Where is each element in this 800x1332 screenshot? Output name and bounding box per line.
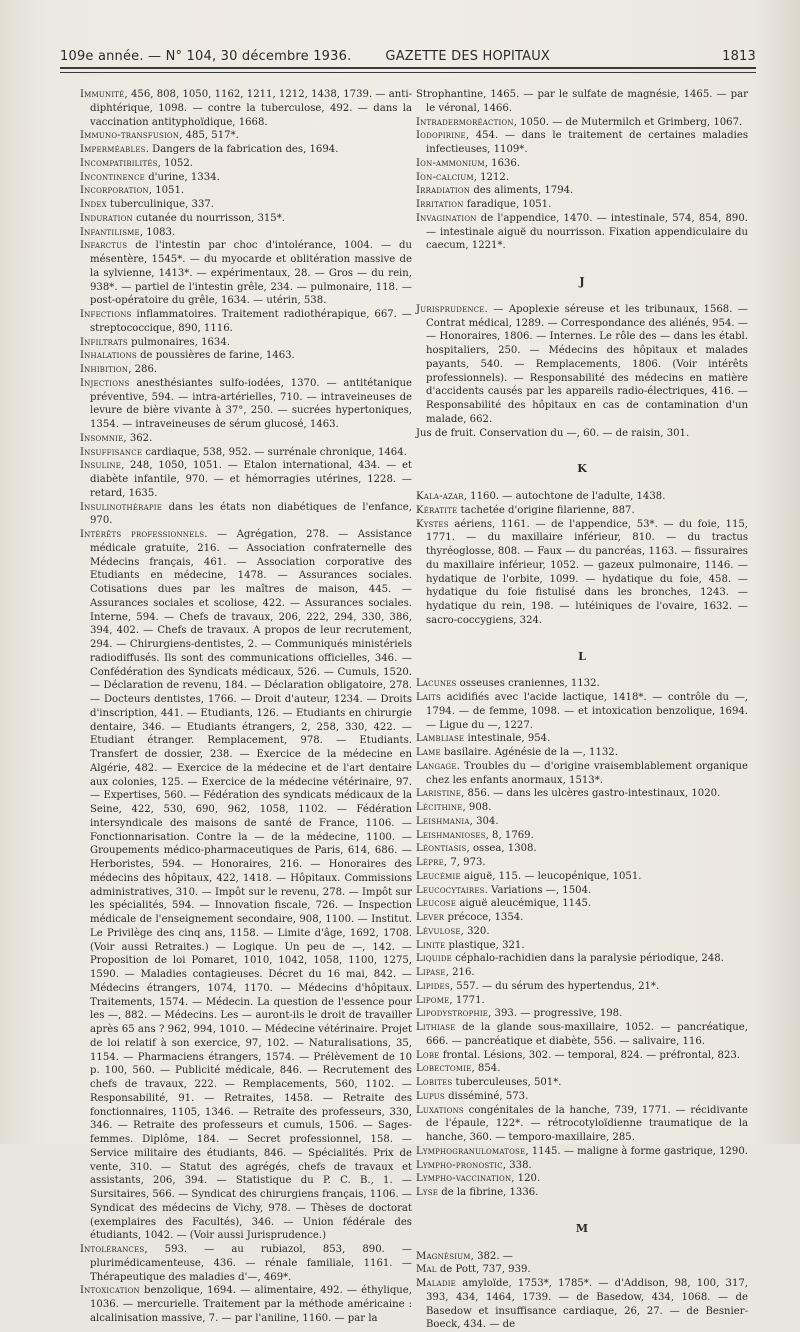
index-entry bbox=[80, 129, 412, 143]
index-entry-term: Inhalations bbox=[80, 350, 137, 362]
index-entry-refs: tuberculinique, 337. bbox=[106, 199, 215, 210]
index-entry bbox=[80, 226, 412, 240]
index-entry-term: Lipase bbox=[416, 967, 446, 978]
index-entry-term: Lymphogranulomatose bbox=[416, 1145, 526, 1157]
index-entry-term: Lécithine bbox=[416, 802, 463, 813]
index-entry bbox=[80, 1284, 412, 1325]
index-entry bbox=[80, 239, 412, 308]
index-entry-term: Inhibition bbox=[80, 364, 129, 375]
index-entry-refs: , 1083. bbox=[139, 226, 176, 238]
index-entry bbox=[416, 677, 748, 691]
index-entry bbox=[416, 787, 748, 801]
index-entry bbox=[416, 518, 748, 628]
index-entry-term: Liquide bbox=[416, 953, 452, 965]
index-entry-term: Infarctus bbox=[80, 240, 128, 252]
index-entry-term: Laits bbox=[416, 692, 441, 703]
index-entry-refs: acidifiés avec l'acide lactique, 1418*. — contrôle du —, 1794. — de femme, 1098. — et intoxication benzolique, 1694. — Ligue du —, 1227. bbox=[426, 692, 748, 731]
index-entry-term: Irradiation bbox=[416, 185, 471, 197]
index-entry-term: Leishmania bbox=[416, 815, 470, 827]
index-entry bbox=[416, 1104, 748, 1145]
index-entry-refs: , 1052. bbox=[157, 157, 193, 169]
index-entry-term: Ion-ammonium bbox=[416, 157, 485, 169]
index-entry-term: Lipome bbox=[416, 994, 450, 1006]
index-entry-term: Mal bbox=[416, 1264, 437, 1276]
index-entry-term: Lacunes bbox=[416, 678, 457, 690]
section-letter: J bbox=[579, 275, 585, 288]
index-entry-refs: cardiaque, 538, 952. — surrénale chronique, 1464. bbox=[142, 446, 407, 458]
index-entry bbox=[416, 1145, 748, 1159]
index-entry bbox=[416, 1007, 748, 1021]
index-entry-term: Injections bbox=[80, 377, 130, 389]
index-entry-refs: frontal. Lésions, 302. — temporal, 824. — préfrontal, 823. bbox=[439, 1049, 741, 1061]
index-entry bbox=[80, 501, 412, 529]
index-entry bbox=[416, 911, 748, 925]
index-entry-term: Infections bbox=[80, 309, 132, 320]
index-entry-term: Laristine bbox=[416, 788, 462, 800]
index-entry-term: Index bbox=[80, 199, 107, 210]
section-letter: L bbox=[578, 649, 586, 663]
header-rule-thin bbox=[60, 72, 756, 73]
index-entry-term: Lyse bbox=[416, 1187, 439, 1198]
index-entry-refs: , 908. bbox=[462, 802, 492, 813]
index-entry-refs: , 1050. — de Mutermilch et Grimberg, 1067. bbox=[513, 116, 743, 128]
index-entry bbox=[80, 377, 412, 432]
index-entry bbox=[80, 184, 412, 198]
index-entry-refs: de l'appendice, 1470. — intestinale, 574, 854, 890. — intestinale aiguë du nourrisson. Fixation appendiculaire du caecum, 1221*. bbox=[426, 212, 748, 252]
index-entry-refs: , 393. — progressive, 198. bbox=[488, 1008, 623, 1020]
index-entry-term: Lupus bbox=[416, 1090, 445, 1102]
index-entry-refs: de Pott, 737, 939. bbox=[436, 1264, 531, 1276]
index-entry-term: Lithiase bbox=[416, 1022, 456, 1033]
index-entry-refs: . Troubles du — d'origine vraisemblablement organique chez les enfants anormaux, 1513*. bbox=[426, 760, 748, 786]
index-entry-refs: tachetée d'origine filarienne, 887. bbox=[457, 504, 635, 516]
index-entry bbox=[80, 88, 412, 129]
index-entry-term: Intérêts professionnels bbox=[80, 529, 205, 540]
index-entry-term: Léontiasis bbox=[416, 843, 467, 855]
index-entry-term: Leishmanioses bbox=[416, 829, 486, 841]
header-rule-thick bbox=[60, 67, 756, 69]
index-entry-term: Ion-calcium bbox=[416, 171, 474, 183]
index-entry-refs: basilaire. Agénésie de la —, 1132. bbox=[440, 747, 618, 758]
index-entry bbox=[80, 1243, 412, 1284]
index-entry bbox=[416, 1090, 748, 1104]
index-entry-refs: plastique, 321. bbox=[445, 939, 525, 951]
index-entry-refs: de l'intestin par choc d'intolérance, 1004. — du mésentère, 1545*. — du myocarde et oblitération massive de la sylvienne, 1413*. — expérimentaux, 28. — Gros — du rein, 938*. — partiel de l'intestin grêle, 234. — pulmonaire, 118. — post-opératoire du grêle, 1634. — utérin, 538. bbox=[90, 240, 412, 307]
index-entry-term: Kératite bbox=[416, 504, 458, 516]
index-entry bbox=[416, 925, 748, 939]
index-entry-term: Lobites bbox=[416, 1077, 453, 1088]
index-entry-term: Lame bbox=[416, 747, 441, 758]
index-entry-term: Lèpre bbox=[416, 857, 444, 868]
index-entry bbox=[416, 1263, 748, 1277]
index-entry bbox=[416, 980, 748, 994]
index-entry-term: Lambliase bbox=[416, 733, 465, 745]
index-entry-refs: , 286. bbox=[128, 364, 158, 375]
index-entry-refs: tuberculeuses, 501*. bbox=[452, 1077, 562, 1088]
index-entry bbox=[80, 308, 412, 336]
index-entry bbox=[416, 1277, 748, 1332]
index-entry-refs: , 304. bbox=[469, 815, 499, 827]
index-entry-refs: , 1212. bbox=[473, 171, 510, 183]
index-entry-refs: inflammatoires. Traitement radiothérapique, 667. — streptococcique, 890, 1116. bbox=[90, 309, 412, 334]
index-entry bbox=[416, 952, 748, 966]
index-entry-term: Linite bbox=[416, 939, 446, 951]
index-entry bbox=[80, 212, 412, 226]
index-entry bbox=[416, 1172, 748, 1186]
index-entry-term: Lympho-pronostic bbox=[416, 1159, 503, 1171]
index-entry bbox=[80, 459, 412, 500]
index-entry-refs: benzolique, 1694. — alimentaire, 492. — éthylique, 1036. — mercurielle. Traitement par la méthode américaine : alcalinisation massive, 7. — par l'aniline, 1160. — par la bbox=[90, 1285, 412, 1324]
index-entry-refs: précoce, 1354. bbox=[444, 912, 524, 923]
index-entry-refs: . — Apoplexie séreuse et les tribunaux, 1568. — Contrat médical, 1289. — Correspondance des aliénés, 954. — — Honoraires, 1806. — Internes. Le rôle des — dans les établ. hospitaliers, 250. — Médecins des hôpitaux et malades payants, 540. — Remplacements, 1806. (Voir intérêts professionnels). — Responsabilité des médecins en matière d'accidents causés par les appareils radio-électriques, 416. — Responsabilité des hôpitaux en cas de contamination d'un malade, 662. bbox=[426, 303, 748, 425]
index-entry-refs: intestinale, 954. bbox=[464, 733, 551, 745]
index-entry-refs: , 485, 517*. bbox=[179, 130, 239, 142]
index-entry-refs: Jus de fruit. Conservation du —, 60. — de raisin, 301. bbox=[416, 427, 690, 439]
index-entry-term: Infantilisme bbox=[80, 226, 140, 238]
index-entry-term: Irritation bbox=[416, 199, 464, 210]
index-entry-term: Incorporation bbox=[80, 185, 149, 197]
index-entry-refs: des aliments, 1794. bbox=[470, 185, 574, 197]
index-entry-refs: . Variations —, 1504. bbox=[484, 884, 592, 896]
index-entry bbox=[416, 746, 748, 760]
index-column-left bbox=[80, 88, 412, 1326]
index-entry-refs: d'urine, 1334. bbox=[145, 171, 220, 183]
index-entry-term: Magnésium bbox=[416, 1250, 471, 1262]
index-entry-refs: , 1160. — autochtone de l'adulte, 1438. bbox=[463, 491, 666, 502]
index-entry-term: Invagination bbox=[416, 212, 477, 224]
index-entry-term: Intradermoréaction bbox=[416, 116, 514, 128]
index-entry bbox=[80, 157, 412, 171]
index-entry-refs: , 320. bbox=[460, 925, 490, 937]
index-entry-refs: , ossea, 1308. bbox=[466, 843, 537, 855]
index-entry bbox=[416, 760, 748, 788]
index-entry-refs: , 382. — bbox=[470, 1250, 513, 1262]
index-entry-term: Insuffisance bbox=[80, 446, 143, 458]
journal-title: GAZETTE DES HOPITAUX bbox=[385, 49, 551, 64]
index-entry bbox=[80, 143, 412, 157]
index-entry-term: Leucocytaires bbox=[416, 884, 485, 896]
index-column-right bbox=[416, 88, 748, 1332]
index-entry bbox=[416, 801, 748, 815]
index-entry bbox=[416, 1159, 748, 1173]
index-entry-refs: céphalo-rachidien dans la paralysie périodique, 248. bbox=[452, 953, 724, 965]
index-entry bbox=[416, 129, 748, 157]
index-entry bbox=[416, 815, 748, 829]
index-entry-refs: , 454. — dans le traitement de certaines maladies infectieuses, 1109*. bbox=[426, 130, 748, 155]
index-entry-refs: , 216. bbox=[445, 967, 475, 978]
index-entry-term: Insuline bbox=[80, 460, 122, 472]
index-entry-refs: Strophantine, 1465. — par le sulfate de magnésie, 1465. — par le véronal, 1466. bbox=[416, 89, 748, 114]
index-entry-refs: , 1636. bbox=[484, 157, 521, 169]
index-entry bbox=[416, 184, 748, 198]
index-entry-refs: , 456, 808, 1050, 1162, 1211, 1212, 1438, 1739. — anti-diphtérique, 1098. — contre la tuberculose, 492. — dans la vaccination antityphoïdique, 1668. bbox=[90, 89, 412, 128]
section-letter: M bbox=[575, 1221, 589, 1235]
index-entry-term: Immunité bbox=[80, 89, 125, 100]
index-entry-refs: , 1771. bbox=[449, 994, 485, 1006]
index-entry-term: Intoxication bbox=[80, 1285, 140, 1297]
index-entry-term: Lévulose bbox=[416, 925, 461, 937]
index-entry bbox=[416, 157, 748, 171]
index-entry bbox=[416, 842, 748, 856]
index-entry-refs: , 7, 973. bbox=[443, 857, 486, 868]
index-entry bbox=[416, 504, 748, 518]
index-entry-refs: anesthésiantes sulfo-iodées, 1370. — antitétanique préventive, 594. — intra-artérielles, 710. — intraveineuses de levure de bière vivante à 37°, 250. — sucrées hypertoniques, 1354. — intraveineuses de sérum glucosé, 1463. bbox=[90, 377, 412, 430]
index-entry-term: Lympho-vaccination bbox=[416, 1173, 512, 1185]
index-entry-refs: congénitales de la hanche, 739, 1771. — récidivante de l'épaule, 122*. — rétrocotyloïdienne traumatique de la hanche, 360. — temporo-maxillaire, 285. bbox=[426, 1104, 748, 1143]
index-entry bbox=[416, 1076, 748, 1090]
index-entry-term: Leucose bbox=[416, 898, 457, 910]
index-entry-refs: pulmonaires, 1634. bbox=[127, 336, 230, 348]
index-entry-refs: cutanée du nourrisson, 315*. bbox=[132, 212, 285, 224]
index-entry-term: Jurisprudence bbox=[416, 303, 485, 315]
index-entry-refs: de la glande sous-maxillaire, 1052. — pancréatique, 666. — pancréatique et diabète, 556. — salivaire, 116. bbox=[426, 1022, 748, 1047]
index-entry-refs: aériens, 1161. — de l'appendice, 53*. — du foie, 115, 1771. — du maxillaire inférieur, 810. — du tractus thyréoglosse, 808. — Faux — du pancréas, 1163. — fissuraires du maxillaire inférieur, 1052. — gazeux pulmonaire, 1146. — hydatique de l'orbite, 1099. — hydatique du foie, 458. — hydatique du foie fistulisé dans les bronches, 1243. — hydatique du rein, 198. — lutéiniques de l'ovaire, 1632. — sacro-coccygiens, 324. bbox=[426, 518, 748, 626]
index-entry-refs: , 362. bbox=[123, 432, 153, 444]
index-entry bbox=[80, 432, 412, 446]
index-entry-refs: , 338. bbox=[502, 1159, 532, 1171]
index-entry-refs: , 557. — du sérum des hypertendus, 21*. bbox=[449, 980, 660, 992]
index-entry-refs: , 854. bbox=[471, 1063, 501, 1075]
index-entry-term: Imperméables bbox=[80, 144, 146, 155]
index-entry bbox=[416, 490, 748, 504]
index-entry-refs: , 593. — au rubiazol, 853, 890. — plurimédicamenteuse, 436. — rénale familiale, 1161. — Thérapeutique des maladies d'—, 469*. bbox=[90, 1244, 412, 1283]
index-entry-term: Maladie bbox=[416, 1278, 456, 1289]
index-entry bbox=[416, 212, 748, 253]
index-entry-term: Kala-azar bbox=[416, 491, 464, 502]
index-entry bbox=[80, 363, 412, 377]
index-entry-refs: de poussières de farine, 1463. bbox=[136, 350, 295, 362]
index-entry-refs: osseuses craniennes, 1132. bbox=[456, 678, 600, 690]
index-entry-term: Lobe bbox=[416, 1049, 440, 1061]
index-entry-term: Luxations bbox=[416, 1104, 464, 1116]
index-entry-refs: , 8, 1769. bbox=[485, 829, 534, 841]
index-entry bbox=[416, 88, 748, 116]
index-entry bbox=[416, 732, 748, 746]
index-entry bbox=[416, 856, 748, 870]
index-entry-refs: , 1051. bbox=[148, 185, 185, 197]
index-entry-refs: aiguë, 115. — leucopénique, 1051. bbox=[460, 870, 642, 882]
index-entry bbox=[416, 829, 748, 843]
index-entry-refs: dans les états non diabétiques de l'enfance, 970. bbox=[90, 501, 412, 527]
index-entry bbox=[416, 427, 748, 441]
index-entry-term: Kystes bbox=[416, 518, 449, 530]
index-entry bbox=[80, 171, 412, 185]
index-entry-term: Leucémie bbox=[416, 870, 461, 882]
index-entry-refs: amyloïde, 1753*, 1785*. — d'Addison, 98, 100, 317, 393, 434, 1464, 1739. — de Basedow, 434, 1068. — de Basedow et insuffisance cardiaque, 26, 27. — de Besnier-Boeck, 434. — de bbox=[426, 1278, 748, 1331]
index-entry bbox=[416, 1186, 748, 1200]
index-entry-refs: aiguë aleucémique, 1145. bbox=[456, 898, 592, 910]
index-entry bbox=[80, 446, 412, 460]
index-entry-term: Lipodystrophie bbox=[416, 1008, 489, 1020]
index-entry bbox=[80, 336, 412, 350]
index-entry-refs: . — Agrégation, 278. — Assistance médicale gratuite, 216. — Association confraternelle des Médecins français, 461. — Association corporative des Etudiants en médecine, 1478. — Assurances sociales. Cotisations dues par les maîtres de maison, 445. — Assurances sociales et scoliose, 422. — Assurances sociales. Interne, 594. — Chefs de travaux, 206, 222, 294, 330, 386, 394, 402. — Chefs de travaux. A propos de leur recrutement, 294. — Chirurgiens-dentistes, 2. — Communiqués ministériels radiodiffusés. Ils sont des communications officielles, 346. — Confédération des Syndicats médicaux, 526. — Cumuls, 1520. — Déclaration de revenu, 184. — Déclaration obligatoire, 278. — Docteurs dentistes, 1766. — Droit d'auteur, 1234. — Droits d'inscription, 441. — Etudiants, 126. — Etudiants en chirurgie dentaire, 346. — Etudiants étrangers, 2, 258, 330, 422. — Etudiant étranger. Remplacement, 978. — Etudiants. Transfert de dossier, 238. — Exercice de la médecine en Algérie, 482. — Exercice de la médecine et de l'art dentaire aux colonies, 125. — Exercice de la médecine vétérinaire, 97. — Expertises, 560. — Fédération des syndicats médicaux de la Seine, 422, 530, 690, 962, 1058, 1102. — Fédération intersyndicale des maisons de santé de France, 1106. — Fonctionnarisation. Contre la — de la médecine, 1100. — Groupements médico-pharmaceutiques de Paris, 614, 686. — Herboristes, 594. — Honoraires, 216. — Honoraires des médecins des hôpitaux, 422, 1418. — Hôpitaux. Commissions administratives, 310. — Impôt sur le revenu, 278. — Impôt sur les spécialités, 594. — Innovation fiscale, 726. — Inspection médicale de l'enseignement secondaire, 908, 1100. — Institut. Le Privilège des cinq ans, 1158. — Limite d'âge, 1692, 1708. (Voir aussi Retraites.) — Logique. Un peu de —, 142. — Proposition de loi Pomaret, 1010, 1042, 1058, 1100, 1275, 1590. — Maladies contagieuses. Décret du 16 mai, 842. — Médecins étrangers, 1074, 1170. — Médecins d'hôpitaux. Traitements, 1574. — Médecin. La question de l'essence pour les —, 882. — Médecins. Les — auront-ils le droit de travailler après 65 ans ? 962, 994, 1010. — Médecine vétérinaire. Projet de loi relatif à son exercice, 97, 102. — Naturalisations, 35, 1154. — Pharmaciens étrangers, 1574. — Prélèvement de 10 p. 100, 560. — Publicité médicale, 846. — Recrutement des chefs de travaux, 222. — Remplacements, 560, 1102. — Responsabilité, 91. — Retraites, 1458. — Retraite des fonctionnaires, 1105, 1346. — Retraite des professeurs, 330, 346. — Retraite des professeurs et cumuls, 1506. — Sages-femmes. Diplôme, 184. — Secret professionnel, 158. — Service militaire des étudiants, 846. — Spécialités. Prix de vente, 310. — Statut des agrégés, chefs de travaux et assistants, 206, 394. — Statistique du P. C. B., 1. — Sursitaires, 566. — Syndicat des chirurgiens français, 1106. — Syndicat des médecins de Vichy, 978. — Thèses de doctorat (exemplaires des Facultés), 346. — Union fédérale des étudiants, 1042. — (Voir aussi Jurisprudence.) bbox=[90, 529, 412, 1242]
index-entry-term: Incontinence bbox=[80, 171, 145, 183]
index-entry-term: Induration bbox=[80, 212, 133, 224]
index-entry-term: Lipides bbox=[416, 980, 450, 992]
index-entry-term: Insomnie bbox=[80, 432, 124, 444]
index-entry-refs: , 248, 1050, 1051. — Etalon international, 434. — et diabète infantile, 970. — et hémorragies utérines, 1228. — retard, 1635. bbox=[90, 460, 412, 499]
running-header bbox=[60, 40, 756, 64]
index-entry bbox=[80, 198, 412, 212]
index-entry-term: Infiltrats bbox=[80, 336, 128, 348]
index-entry bbox=[416, 994, 748, 1008]
index-entry bbox=[416, 1250, 748, 1264]
index-entry bbox=[416, 198, 748, 212]
issue-info: 109e année. — N° 104, 30 décembre 1936. bbox=[60, 49, 352, 64]
index-entry bbox=[416, 884, 748, 898]
index-entry-term: Langage bbox=[416, 760, 457, 772]
index-entry-term: Lobectomie bbox=[416, 1063, 472, 1075]
index-entry bbox=[80, 349, 412, 363]
index-entry bbox=[416, 897, 748, 911]
index-entry-term: Lever bbox=[416, 912, 445, 923]
section-letter: K bbox=[577, 462, 587, 476]
index-entry bbox=[416, 939, 748, 953]
index-entry bbox=[416, 116, 748, 130]
index-entry-refs: disséminé, 573. bbox=[444, 1090, 529, 1102]
index-entry-term: Intolérances bbox=[80, 1244, 145, 1255]
index-entry-refs: faradique, 1051. bbox=[463, 199, 552, 210]
index-entry bbox=[416, 1021, 748, 1049]
index-entry bbox=[416, 171, 748, 185]
index-entry-refs: , 856. — dans les ulcères gastro-intestinaux, 1020. bbox=[461, 788, 721, 800]
index-entry bbox=[416, 1062, 748, 1076]
index-entry bbox=[416, 1049, 748, 1063]
index-entry bbox=[416, 870, 748, 884]
index-entry-term: Insulinothérapie bbox=[80, 501, 163, 513]
index-entry bbox=[416, 303, 748, 427]
index-entry bbox=[416, 966, 748, 980]
index-entry-refs: , 120. bbox=[511, 1173, 541, 1185]
index-entry-refs: . Dangers de la fabrication des, 1694. bbox=[145, 144, 339, 155]
index-entry-term: Immuno-transfusion bbox=[80, 130, 180, 142]
index-entry bbox=[416, 691, 748, 732]
index-entry-refs: de la fibrine, 1336. bbox=[438, 1187, 539, 1198]
index-entry-term: Incompatibilités bbox=[80, 157, 158, 169]
index-entry-refs: , 1145. — maligne à forme gastrique, 1290. bbox=[525, 1145, 748, 1157]
index-entry bbox=[80, 528, 412, 1243]
page-number: 1813 bbox=[722, 49, 756, 64]
index-entry-term: Iodopirine bbox=[416, 130, 466, 142]
